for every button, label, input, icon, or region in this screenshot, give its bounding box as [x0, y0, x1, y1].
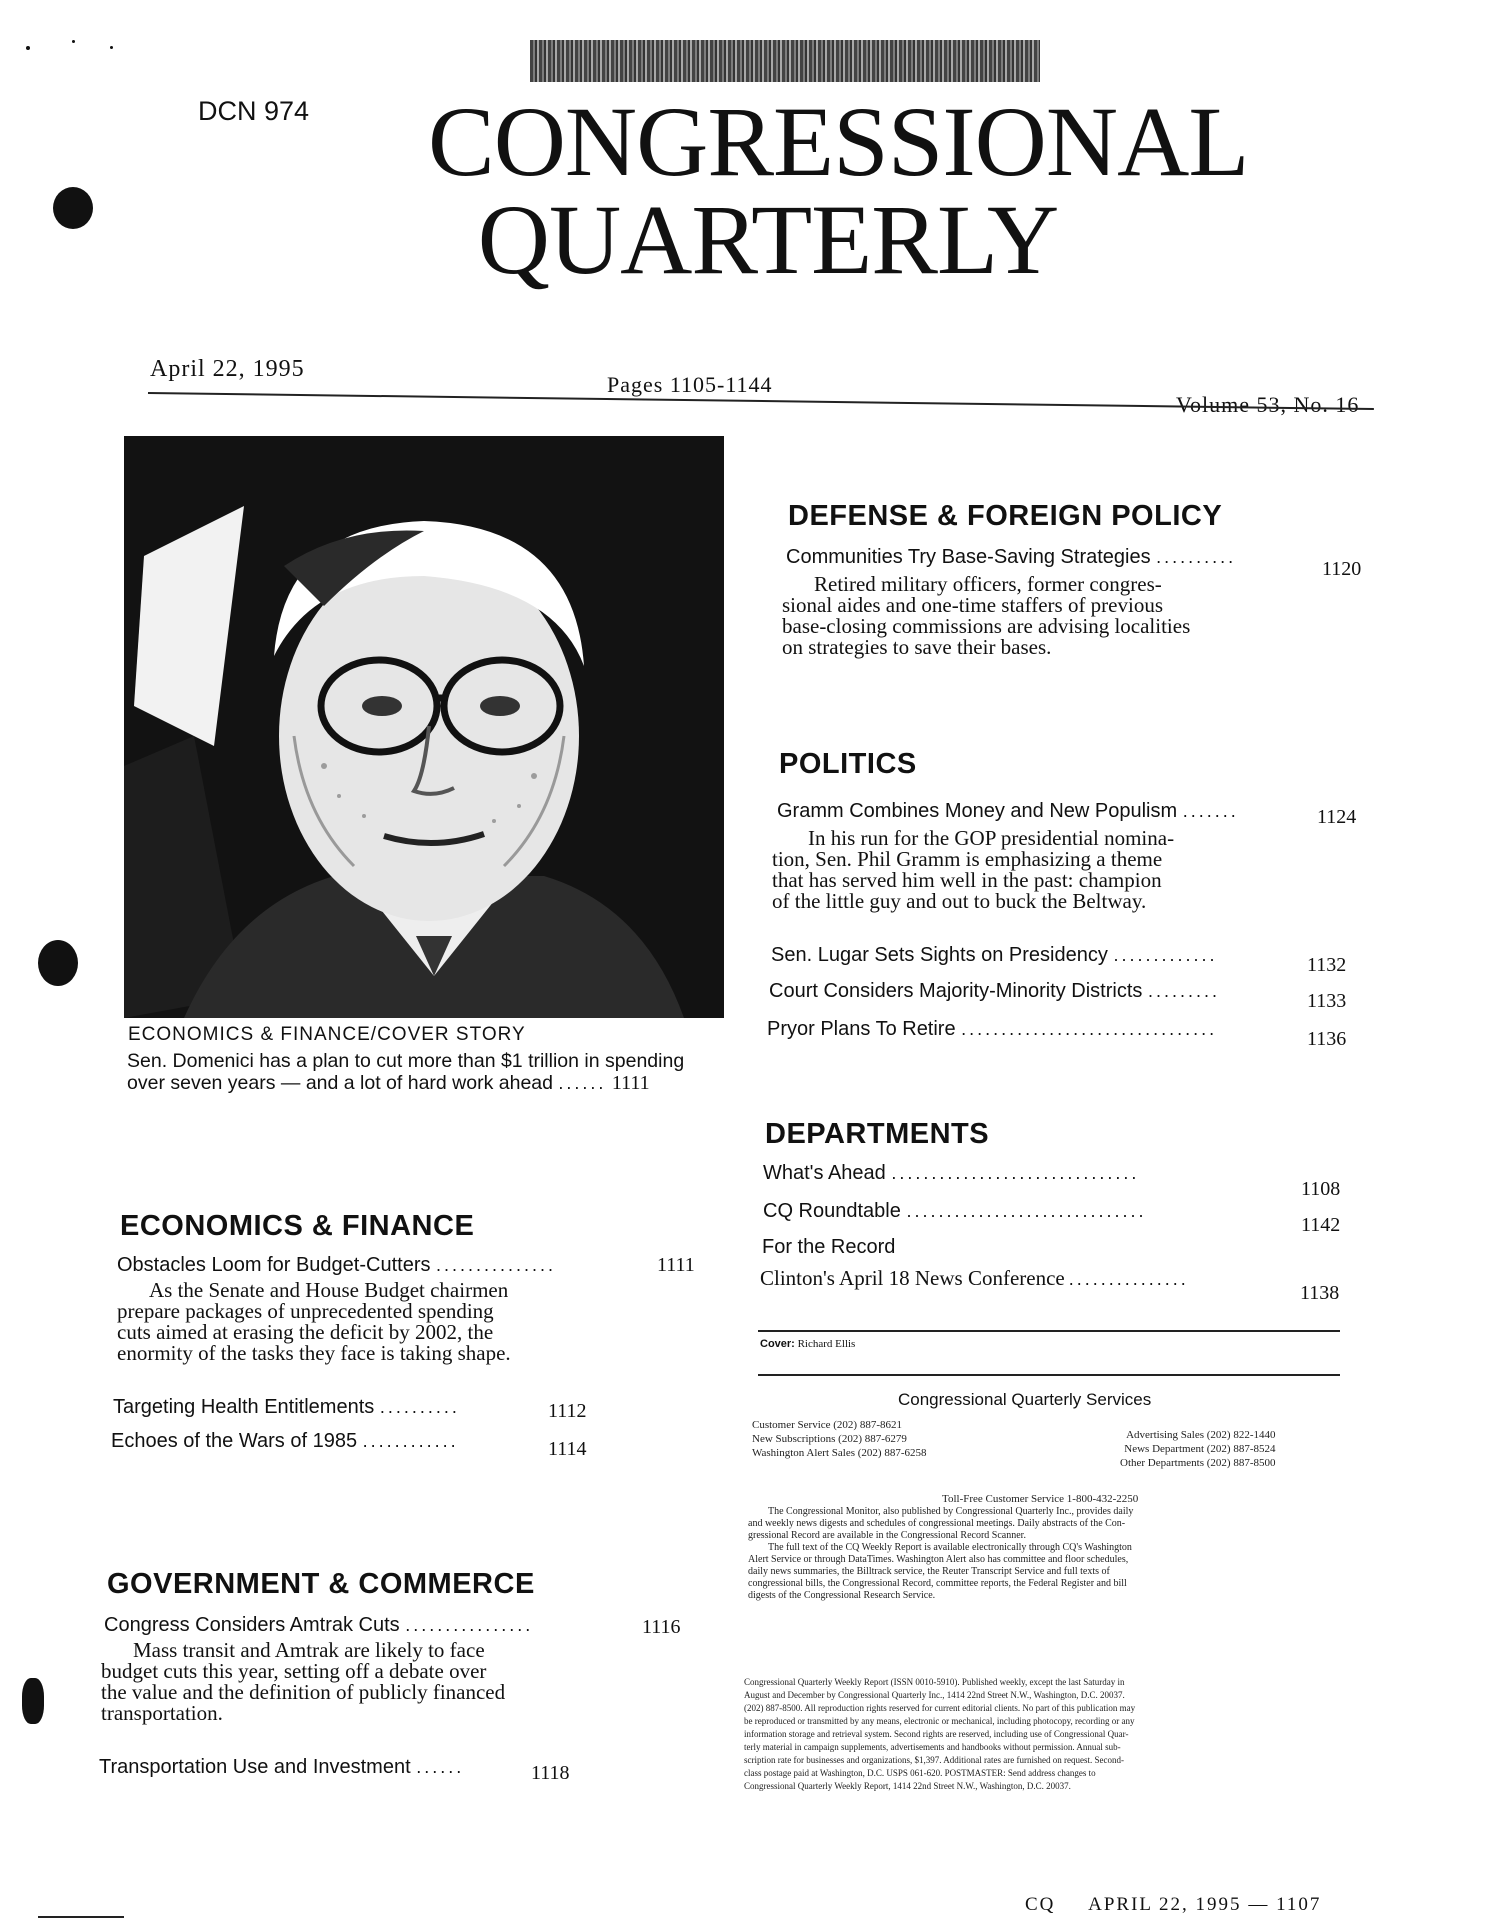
- cover-story-line: [127, 1072, 684, 1094]
- issue-date: April 22, 1995: [150, 356, 305, 382]
- page-number: 1112: [548, 1400, 587, 1422]
- article-blurb: [101, 1640, 583, 1724]
- cover-story-line: Sen. Domenici has a plan to cut more than $1 trillion in spending: [127, 1050, 685, 1072]
- dot-leader: ................: [405, 1615, 534, 1635]
- paragraph-line: The full text of the CQ Weekly Report is available electronically through CQ's Washington: [768, 1542, 1132, 1553]
- footer-label: CQ: [1025, 1894, 1056, 1915]
- footer-page-number: 1107: [1276, 1894, 1322, 1915]
- services-paragraph: [748, 1506, 1336, 1602]
- paragraph-line: The Congressional Monitor, also published by Congressional Quarterly Inc., provides daily: [768, 1506, 1134, 1517]
- section-heading-government: GOVERNMENT & COMMERCE: [107, 1568, 535, 1600]
- article-blurb: [782, 574, 1265, 658]
- cover-portrait: [124, 436, 724, 1018]
- dot-leader: ...............: [436, 1255, 557, 1275]
- toc-entry: [786, 546, 1376, 580]
- toc-entry: [99, 1756, 599, 1784]
- publication-notice: [744, 1676, 1328, 1793]
- paragraph-line: Congressional Quarterly Weekly Report (ISSN 0010-5910). Published weekly, except the last Saturday in: [744, 1677, 1125, 1687]
- scan-edge-line: [38, 1916, 124, 1918]
- section-heading-departments: DEPARTMENTS: [765, 1118, 990, 1150]
- scan-speck: [110, 46, 113, 49]
- toc-entry-title: Obstacles Loom for Budget-Cutters: [117, 1254, 431, 1276]
- blurb-line: prepare packages of unprecedented spending: [117, 1299, 494, 1323]
- toc-entry-title: What's Ahead: [763, 1162, 886, 1184]
- masthead-strip: [530, 40, 1040, 82]
- section-heading-defense: DEFENSE & FOREIGN POLICY: [788, 500, 1223, 532]
- toc-entry-title: CQ Roundtable: [763, 1200, 901, 1222]
- blurb-line: cuts aimed at erasing the deficit by 2002, the: [117, 1320, 494, 1344]
- services-contacts-left: [752, 1418, 926, 1460]
- blurb-line: sional aides and one-time staffers of previous: [782, 593, 1164, 617]
- paragraph-line: gressional Record are available in the Congressional Record Scanner.: [748, 1530, 1026, 1541]
- toc-entry-title: For the Record: [762, 1236, 896, 1258]
- dot-leader: ...............: [1068, 1269, 1189, 1289]
- binder-hole: [22, 1678, 44, 1724]
- toc-entry-title: Congress Considers Amtrak Cuts: [104, 1614, 400, 1636]
- toc-entry-title: Court Considers Majority-Minority Districts: [769, 980, 1143, 1002]
- contact-line: Other Departments (202) 887-8500: [1120, 1457, 1276, 1469]
- page-number: 1108: [1301, 1178, 1341, 1200]
- dot-leader: ............: [362, 1431, 459, 1451]
- blurb-line: the value and the definition of publicly financed: [101, 1680, 506, 1704]
- blurb-line: In his run for the GOP presidential nomina-: [808, 826, 1175, 850]
- toc-entry-title: Transportation Use and Investment: [99, 1756, 411, 1778]
- blurb-line: tion, Sen. Phil Gramm is emphasizing a theme: [772, 847, 1163, 871]
- toc-entry-title: Echoes of the Wars of 1985: [111, 1430, 358, 1452]
- paragraph-line: Congressional Quarterly Weekly Report, 1414 22nd Street N.W., Washington, D.C. 20037.: [744, 1781, 1071, 1791]
- toc-entry-title: Targeting Health Entitlements: [113, 1396, 375, 1418]
- paragraph-line: scription rate for businesses and organizations, $1,397. Additional rates are furnished on request. Second-: [744, 1755, 1124, 1765]
- footer-separator: —: [1248, 1894, 1270, 1915]
- toc-entry: [769, 980, 1369, 1012]
- cover-story-summary: [127, 1050, 684, 1094]
- page-number: 1114: [548, 1438, 587, 1460]
- toc-entry: [767, 1018, 1367, 1050]
- blurb-line: on strategies to save their bases.: [782, 635, 1052, 659]
- dot-leader: ......: [416, 1757, 465, 1777]
- issue-volume: Volume 53, No. 16: [1176, 392, 1360, 417]
- page-number: 1142: [1301, 1214, 1341, 1236]
- blurb-line: Mass transit and Amtrak are likely to face: [133, 1638, 485, 1662]
- paragraph-line: be reproduced or transmitted by any means, electronic or mechanical, including photocopy, recording or any: [744, 1716, 1135, 1726]
- toc-entry: [113, 1396, 613, 1422]
- toc-entry: [104, 1614, 704, 1637]
- page-number: 1136: [1307, 1028, 1347, 1050]
- paragraph-line: and weekly news digests and schedules of congressional meetings. Daily abstracts of the Con-: [748, 1518, 1126, 1529]
- toc-entry-title: Sen. Lugar Sets Sights on Presidency: [771, 944, 1108, 966]
- contact-line: News Department (202) 887-8524: [1124, 1443, 1276, 1455]
- cover-photo: [124, 436, 724, 1018]
- blurb-line: As the Senate and House Budget chairmen: [149, 1278, 509, 1302]
- page-number: 1118: [531, 1762, 570, 1784]
- toc-entry: [117, 1254, 707, 1277]
- contact-line: Washington Alert Sales (202) 887-6258: [752, 1447, 927, 1459]
- dot-leader: ......: [558, 1073, 607, 1093]
- binder-hole: [53, 187, 93, 229]
- page-number: 1138: [1300, 1282, 1340, 1304]
- page-number: 1124: [1317, 806, 1357, 828]
- paragraph-line: daily news summaries, the Billtrack service, the Reuter Transcript Service and full texts of: [748, 1566, 1110, 1577]
- dot-leader: ................................: [961, 1019, 1218, 1039]
- cover-credit: [760, 1338, 855, 1350]
- services-contacts-right: [1120, 1428, 1276, 1470]
- dot-leader: .........: [1147, 981, 1220, 1001]
- paragraph-line: Alert Service or through DataTimes. Washington Alert also has committee and floor schedules,: [748, 1554, 1129, 1565]
- contact-line: Advertising Sales (202) 822-1440: [1126, 1429, 1276, 1441]
- divider-rule: [758, 1330, 1340, 1332]
- page-number: 1133: [1307, 990, 1347, 1012]
- paragraph-line: congressional bills, the Congressional Record, committee reports, the Federal Register and bill: [748, 1578, 1127, 1589]
- toc-entry: [771, 944, 1371, 976]
- toc-entry-title: Communities Try Base-Saving Strategies: [786, 546, 1151, 568]
- toc-entry-title: Clinton's April 18 News Conference: [760, 1266, 1065, 1290]
- blurb-line: Retired military officers, former congres-: [814, 572, 1162, 596]
- paragraph-line: August and December by Congressional Quarterly Inc., 1414 22nd Street N.W., Washington, D.C. 20037.: [744, 1690, 1125, 1700]
- section-heading-politics: POLITICS: [779, 748, 917, 780]
- toll-free-line: Toll-Free Customer Service 1-800-432-2250: [942, 1493, 1139, 1505]
- cover-story-section: ECONOMICS & FINANCE/COVER STORY: [128, 1024, 526, 1045]
- toc-entry: [763, 1162, 1363, 1200]
- dot-leader: ...............................: [891, 1163, 1140, 1183]
- masthead-title-line2: QUARTERLY: [477, 184, 1059, 295]
- dot-leader: .............: [1113, 945, 1218, 965]
- toc-entry: [111, 1430, 611, 1460]
- toc-entry: [777, 800, 1377, 828]
- blurb-line: transportation.: [101, 1701, 223, 1725]
- article-blurb: [772, 828, 1262, 912]
- scan-speck: [26, 46, 30, 50]
- cover-credit-label: Cover:: [760, 1338, 795, 1350]
- blurb-line: of the little guy and out to buck the Beltway.: [772, 889, 1147, 913]
- masthead-title-line1: CONGRESSIONAL: [428, 86, 1249, 197]
- page-footer: [1025, 1894, 1321, 1916]
- paragraph-line: information storage and retrieval system. Second rights are reserved, including use of Congressional Quar-: [744, 1729, 1129, 1739]
- scan-speck: [72, 40, 75, 43]
- issue-pages: Pages 1105-1144: [607, 372, 773, 397]
- page-number: 1111: [611, 1072, 650, 1094]
- blurb-line: enormity of the tasks they face is taking shape.: [117, 1341, 511, 1365]
- article-blurb: [117, 1280, 597, 1364]
- footer-date: APRIL 22, 1995: [1088, 1894, 1242, 1915]
- blurb-line: that has served him well in the past: champion: [772, 868, 1162, 892]
- paragraph-line: digests of the Congressional Research Service.: [748, 1590, 936, 1601]
- binder-hole: [38, 940, 78, 986]
- services-heading: Congressional Quarterly Services: [898, 1390, 1152, 1409]
- toc-entry-title: Gramm Combines Money and New Populism: [777, 800, 1178, 822]
- contact-line: Customer Service (202) 887-8621: [752, 1419, 902, 1431]
- toc-entry-title: Pryor Plans To Retire: [767, 1018, 956, 1040]
- blurb-line: budget cuts this year, setting off a debate over: [101, 1659, 487, 1683]
- page-number: 1111: [657, 1254, 695, 1276]
- dot-leader: .......: [1182, 801, 1239, 821]
- blurb-line: base-closing commissions are advising localities: [782, 614, 1191, 638]
- page-number: 1120: [1322, 558, 1362, 580]
- toc-entry: [760, 1266, 1360, 1304]
- document-control-number: DCN 974: [198, 96, 310, 126]
- paragraph-line: terly material in campaign supplements, advertisements and handbooks without permission. Annual sub-: [744, 1742, 1121, 1752]
- paragraph-line: (202) 887-8500. All reproduction rights reserved for current editorial clients. No part of this publication may: [744, 1703, 1136, 1713]
- page-number: 1132: [1307, 954, 1347, 976]
- page-number: 1116: [642, 1616, 681, 1638]
- paragraph-line: class postage paid at Washington, D.C. USPS 061-620. POSTMASTER: Send address changes to: [744, 1768, 1096, 1778]
- toc-entry: [763, 1200, 1363, 1236]
- dot-leader: ..........: [379, 1397, 460, 1417]
- contact-line: New Subscriptions (202) 887-6279: [752, 1433, 907, 1445]
- dot-leader: ..........: [1156, 547, 1237, 567]
- dot-leader: ..............................: [906, 1201, 1147, 1221]
- section-heading-economics: ECONOMICS & FINANCE: [120, 1210, 475, 1242]
- cover-credit-name: Richard Ellis: [797, 1338, 856, 1350]
- cover-story-line-text: over seven years — and a lot of hard work ahead: [127, 1072, 553, 1094]
- divider-rule: [758, 1374, 1340, 1376]
